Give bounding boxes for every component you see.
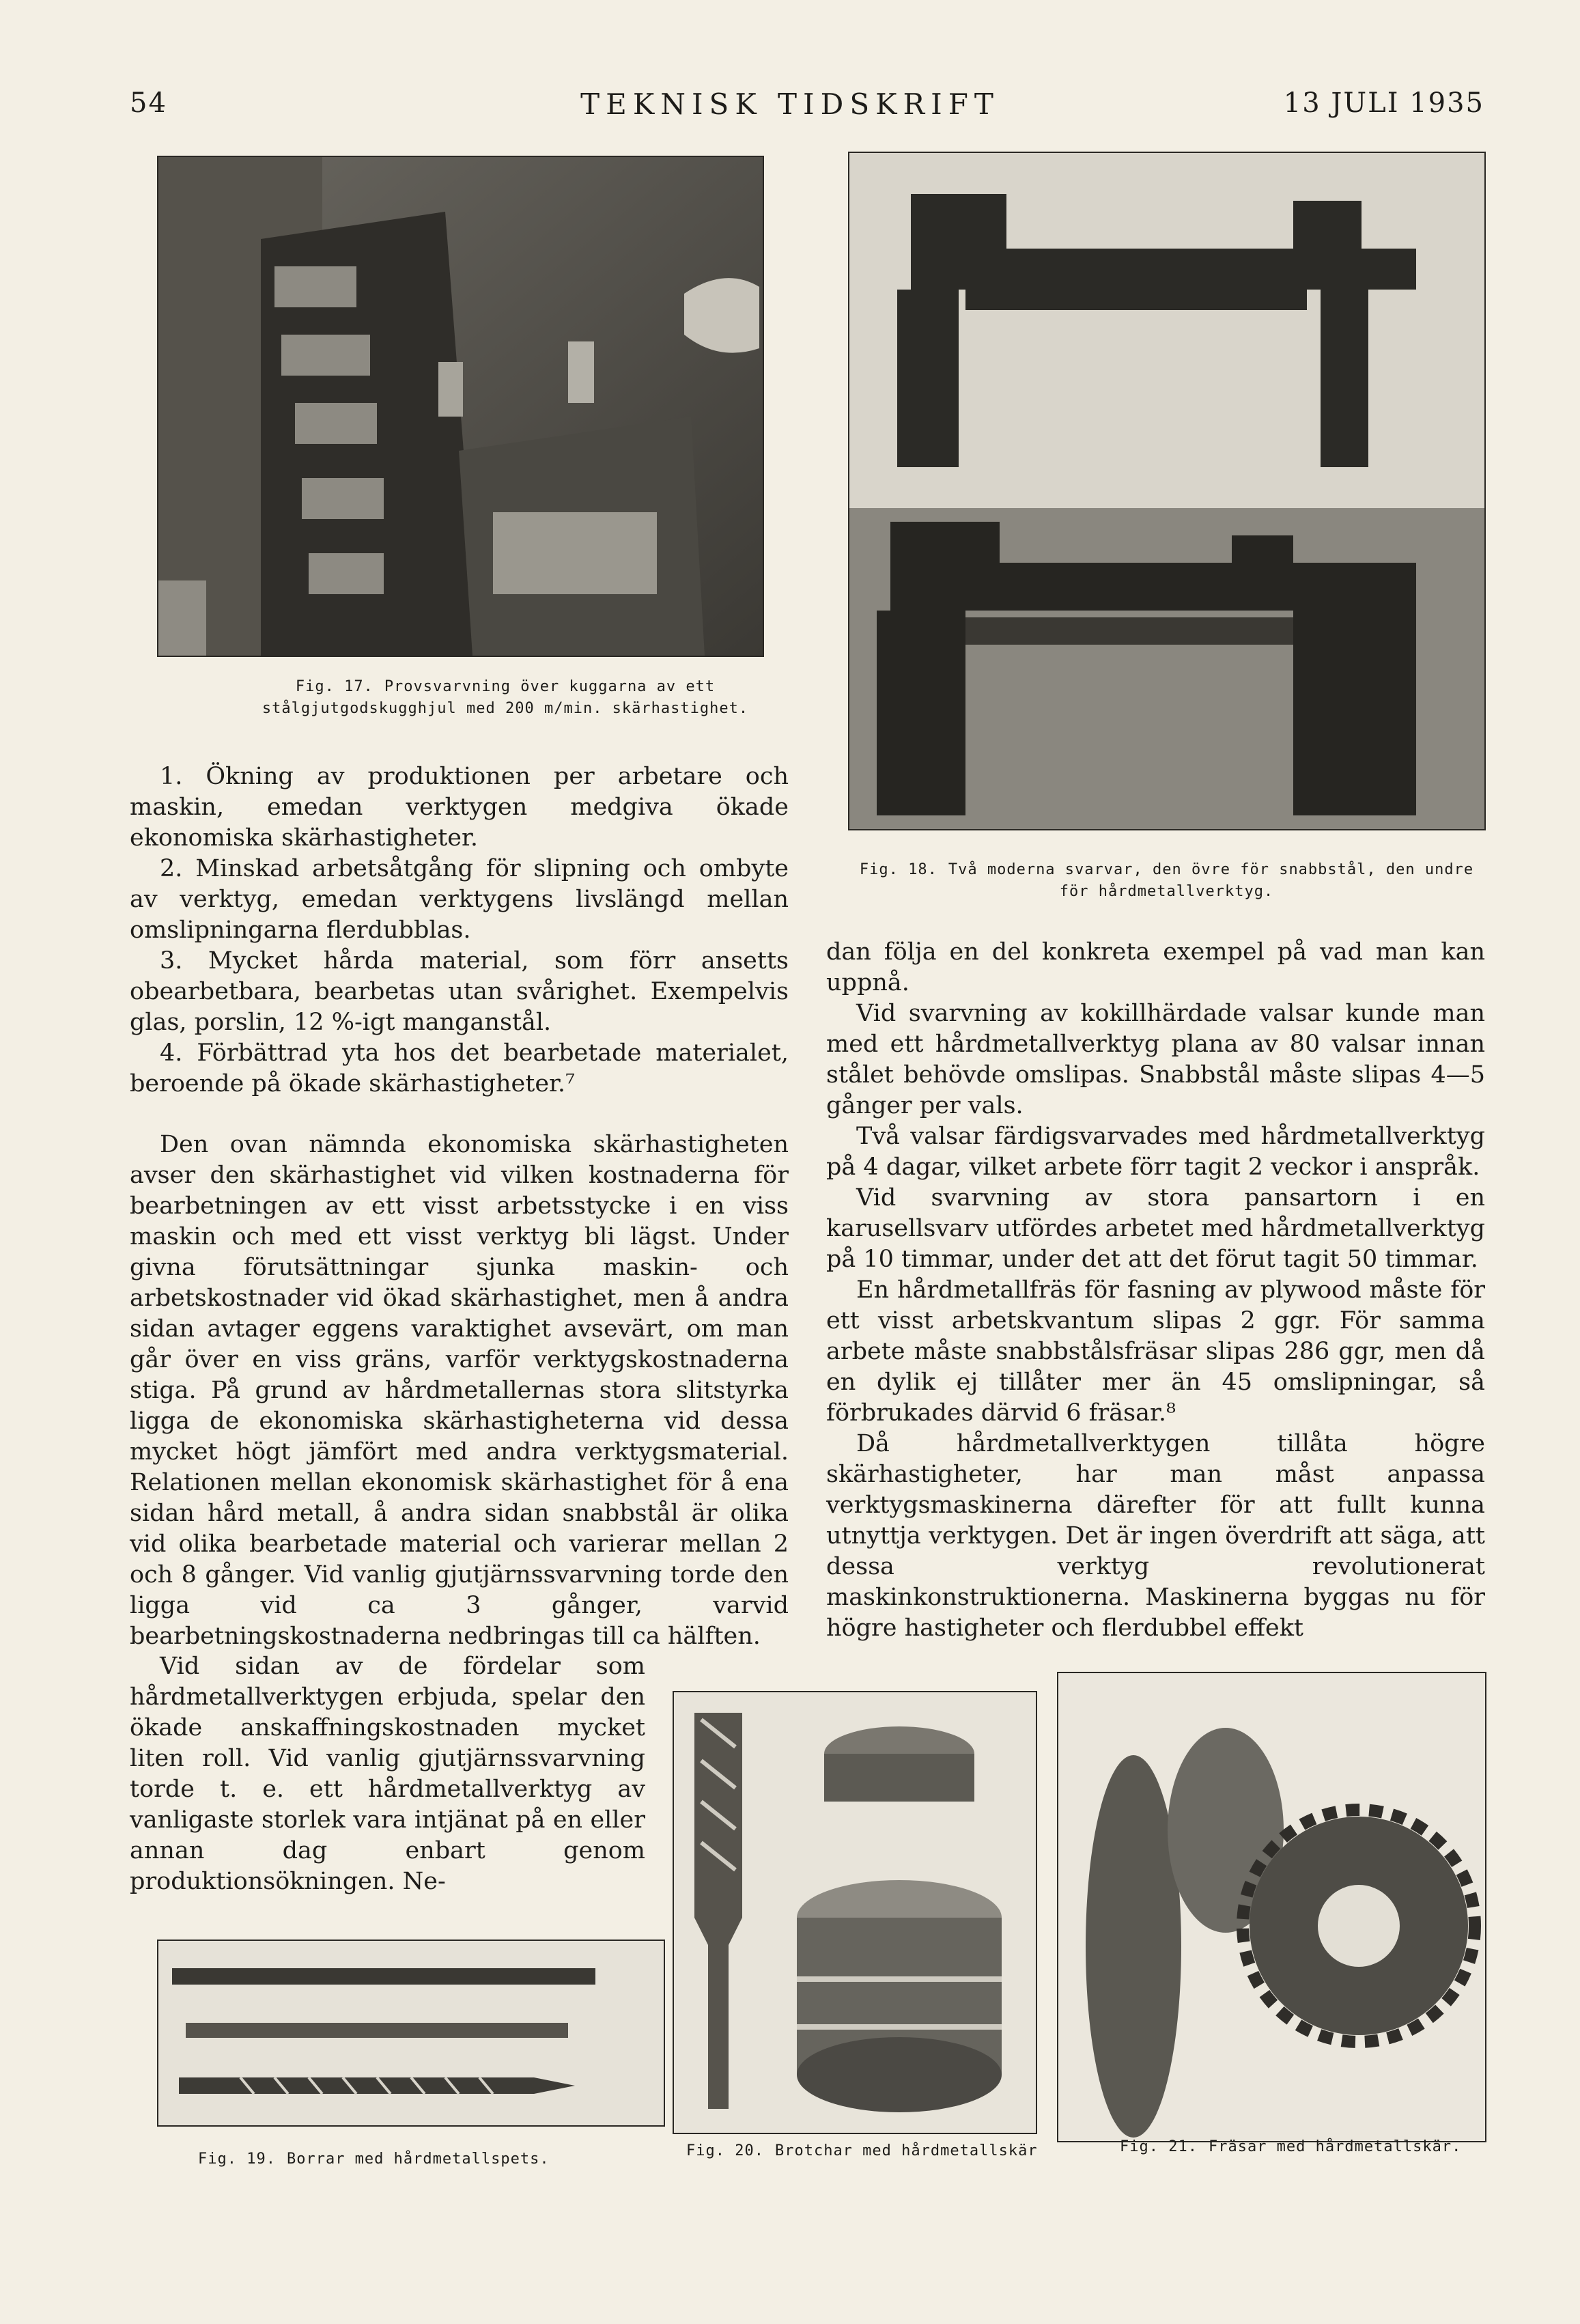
left-column-lower <box>130 1651 645 1897</box>
fig19-number: Fig. 19. <box>198 2151 276 2168</box>
fig18-text: Två moderna svarvar, den övre för snabbstål, den undre för hårdmetallverktyg. <box>948 861 1474 900</box>
fig18-photo <box>848 152 1486 830</box>
fig21-text: Fräsar med hårdmetallskär. <box>1208 2138 1462 2155</box>
fig19-caption <box>198 2148 662 2170</box>
fig20-photo <box>673 1691 1037 2134</box>
list-item-2: 2. Minskad arbetsåtgång för slipning och ombyte av verktyg, emedan verktygens livslängd mellan omslipningarna flerdubblas. <box>130 855 789 944</box>
list-item-3: 3. Mycket hårda material, som förr ansetts obearbetbara, bearbetas utan svårighet. Exempelvis glas, porslin, 12 %-igt manganstål. <box>130 947 789 1036</box>
fig18-number: Fig. 18. <box>859 861 937 878</box>
body-paragraph: Vid sidan av de fördelar som hårdmetallverktygen erbjuda, spelar den ökade anskaffningskostnaden mycket liten roll. Vid vanlig gjutjärnssvarvning torde t. e. ett hårdmetallverktyg av vanligaste storlek vara intjänat på en eller annan dag enbart genom produktionsökningen. Ne- <box>130 1653 645 1895</box>
list-item-4: 4. Förbättrad yta hos det bearbetade materialet, beroende på ökade skärhastigheter.⁷ <box>130 1039 789 1097</box>
fig20-caption <box>686 2140 1069 2162</box>
issue-date: 13 JULI 1935 <box>1283 87 1484 119</box>
right-column <box>826 937 1485 1644</box>
fig17-photo <box>157 156 764 657</box>
body-paragraph: Då hårdmetallverktygen tillåta högre skärhastigheter, har man måst anpassa verktygsmaskinerna därefter för att fullt kunna utnyttja verktygen. Det är ingen överdrift att säga, att dessa verktyg revolutionerat maskinkonstruktionerna. Maskinerna byggas nu för högre hastigheter och flerdubbel effekt <box>826 1430 1485 1642</box>
fig21-number: Fig. 21. <box>1120 2138 1198 2155</box>
fig20-text: Brotchar med hårdmetallskär <box>774 2142 1038 2159</box>
journal-title: TEKNISK TIDSKRIFT <box>580 87 1000 121</box>
body-paragraph: En hårdmetallfräs för fasning av plywood måste för ett visst arbetskvantum slipas 2 ggr. För samma arbete måste snabbstålsfräsar slipas 286 ggr, men då en dylik ej tillåter mer än 45 omslipningar, så förbrukades därvid 6 fräsar.⁸ <box>826 1276 1485 1427</box>
fig21-photo <box>1057 1672 1486 2142</box>
body-paragraph: dan följa en del konkreta exempel på vad man kan uppnå. <box>826 938 1485 996</box>
fig17-caption <box>205 676 806 720</box>
fig19-text: Borrar med hårdmetallspets. <box>286 2151 550 2168</box>
fig17-text: Provsvarvning över kuggarna av ett stålgjutgodskugghjul med 200 m/min. skärhastighet. <box>262 678 749 717</box>
fig17-number: Fig. 17. <box>295 678 373 695</box>
body-paragraph: Vid svarvning av kokillhärdade valsar kunde man med ett hårdmetallverktyg plana av 80 valsar innan stålet behövde omslipas. Snabbstål måste slipas 4—5 gånger per vals. <box>826 1000 1485 1119</box>
body-paragraph: Två valsar färdigsvarvades med hårdmetallverktyg på 4 dagar, vilket arbete förr tagit 2 veckor i anspråk. <box>826 1123 1485 1181</box>
page-number: 54 <box>130 87 167 119</box>
fig18-caption <box>844 859 1489 903</box>
body-paragraph: Den ovan nämnda ekonomiska skärhastigheten avser den skärhastighet vid vilken kostnaderna för bearbetningen av ett visst arbetsstycke i en viss maskin och med ett visst verktyg bli lägst. Under givna förutsättningar sjunka maskin- och arbetskostnader vid ökad skärhastighet, men å andra sidan avtager eggens varaktighet avsevärt, om man går över en viss gräns, varför verktygskostnaderna stiga. På grund av hårdmetallernas stora slitstyrka ligga de ekonomiska skärhastigheterna vid dessa mycket högt jämfört med andra verktygsmaterial. Relationen mellan ekonomisk skärhastighet för å ena sidan hård metall, å andra sidan snabbstål är olika vid olika bearbetade material och varierar mellan 2 och 8 gånger. Vid vanlig gjutjärnssvarvning torde den ligga vid ca 3 gånger, varvid bearbetningskostnaderna nedbringas till ca hälften. <box>130 1131 789 1650</box>
list-item-1: 1. Ökning av produktionen per arbetare och maskin, emedan verktygen medgiva ökade ekonomiska skärhastigheter. <box>130 763 789 852</box>
left-column <box>130 761 789 1652</box>
fig19-photo <box>157 1940 665 2127</box>
body-paragraph: Vid svarvning av stora pansartorn i en karusellsvarv utfördes arbetet med hårdmetallverktyg på 10 timmar, under det att det förut tagit 50 timmar. <box>826 1184 1485 1273</box>
fig20-number: Fig. 20. <box>686 2142 764 2159</box>
fig21-caption <box>1120 2136 1502 2158</box>
